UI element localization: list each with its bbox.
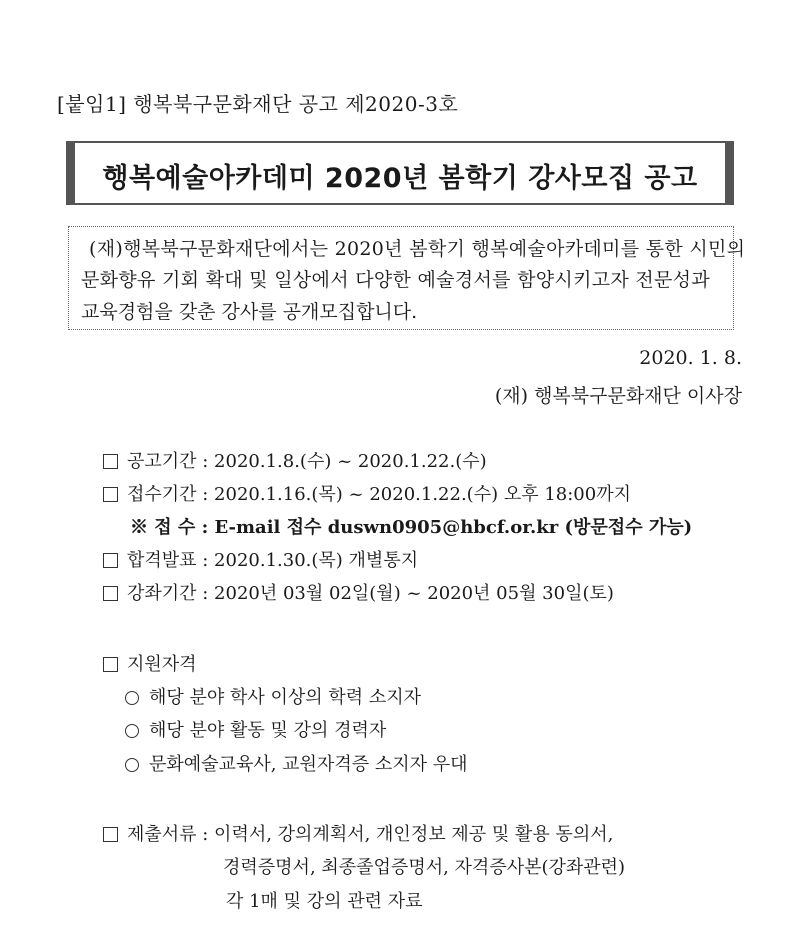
schedule-item-course-period <box>103 579 614 605</box>
page-title: 행복예술아카데미 2020년 봄학기 강사모집 공고 <box>102 163 698 194</box>
qualification-item <box>125 716 386 742</box>
documents-line: 제출서류 : 이력서, 강의계획서, 개인정보 제공 및 활용 동의서, <box>127 824 614 845</box>
intro-line: 문화향유 기회 확대 및 일상에서 다양한 예술경서를 함양시키고자 전문성과 <box>81 269 710 291</box>
documents-line: 경력증명서, 최종졸업증명서, 자격증사본(강좌관련) <box>223 857 626 878</box>
qualification-text: 문화예술교육사, 교원자격증 소지자 우대 <box>149 754 468 775</box>
qualification-item <box>125 683 421 709</box>
documents-line: 각 1매 및 강의 관련 자료 <box>226 891 423 912</box>
qualification-item <box>125 750 467 776</box>
qualification-text: 해당 분야 활동 및 강의 경력자 <box>149 720 387 741</box>
qualifications-heading <box>103 650 197 676</box>
circle-bullet-icon <box>125 691 139 705</box>
schedule-text: 강좌기간 : 2020년 03월 02일(월) ~ 2020년 05월 30일(토) <box>127 583 614 604</box>
circle-bullet-icon <box>125 758 139 772</box>
schedule-item-reception-period <box>103 480 631 506</box>
schedule-text: 합격발표 : 2020.1.30.(목) 개별통지 <box>127 550 419 571</box>
qualification-text: 해당 분야 학사 이상의 학력 소지자 <box>149 687 422 708</box>
schedule-text: 공고기간 : 2020.1.8.(수) ~ 2020.1.22.(수) <box>127 451 487 472</box>
checkbox-icon <box>103 827 118 842</box>
intro-line: 교육경험을 갖춘 강사를 공개모집합니다. <box>81 301 418 323</box>
announcement-date: 2020. 1. 8. <box>639 347 742 369</box>
checkbox-icon <box>103 657 118 672</box>
schedule-item-result-announcement <box>103 546 418 572</box>
circle-bullet-icon <box>125 724 139 738</box>
checkbox-icon <box>103 553 118 568</box>
section-heading: 지원자격 <box>127 654 197 675</box>
checkbox-icon <box>103 454 118 469</box>
title-box <box>66 141 734 205</box>
checkbox-icon <box>103 586 118 601</box>
documents-heading <box>103 820 613 846</box>
attachment-header: [붙임1] 행복북구문화재단 공고 제2020-3호 <box>57 92 459 116</box>
reception-note: ※ 접 수 : E-mail 접수 duswn0905@hbcf.or.kr (방문접수 가능) <box>130 517 693 538</box>
signer: (재) 행복북구문화재단 이사장 <box>494 385 742 407</box>
schedule-text: 접수기간 : 2020.1.16.(목) ~ 2020.1.22.(수) 오후 18:00까지 <box>127 484 631 505</box>
schedule-item-notice-period <box>103 447 487 473</box>
checkbox-icon <box>103 487 118 502</box>
intro-line: (재)행복북구문화재단에서는 2020년 봄학기 행복예술아카데미를 통한 시민의 <box>89 238 746 260</box>
intro-box <box>68 226 746 330</box>
